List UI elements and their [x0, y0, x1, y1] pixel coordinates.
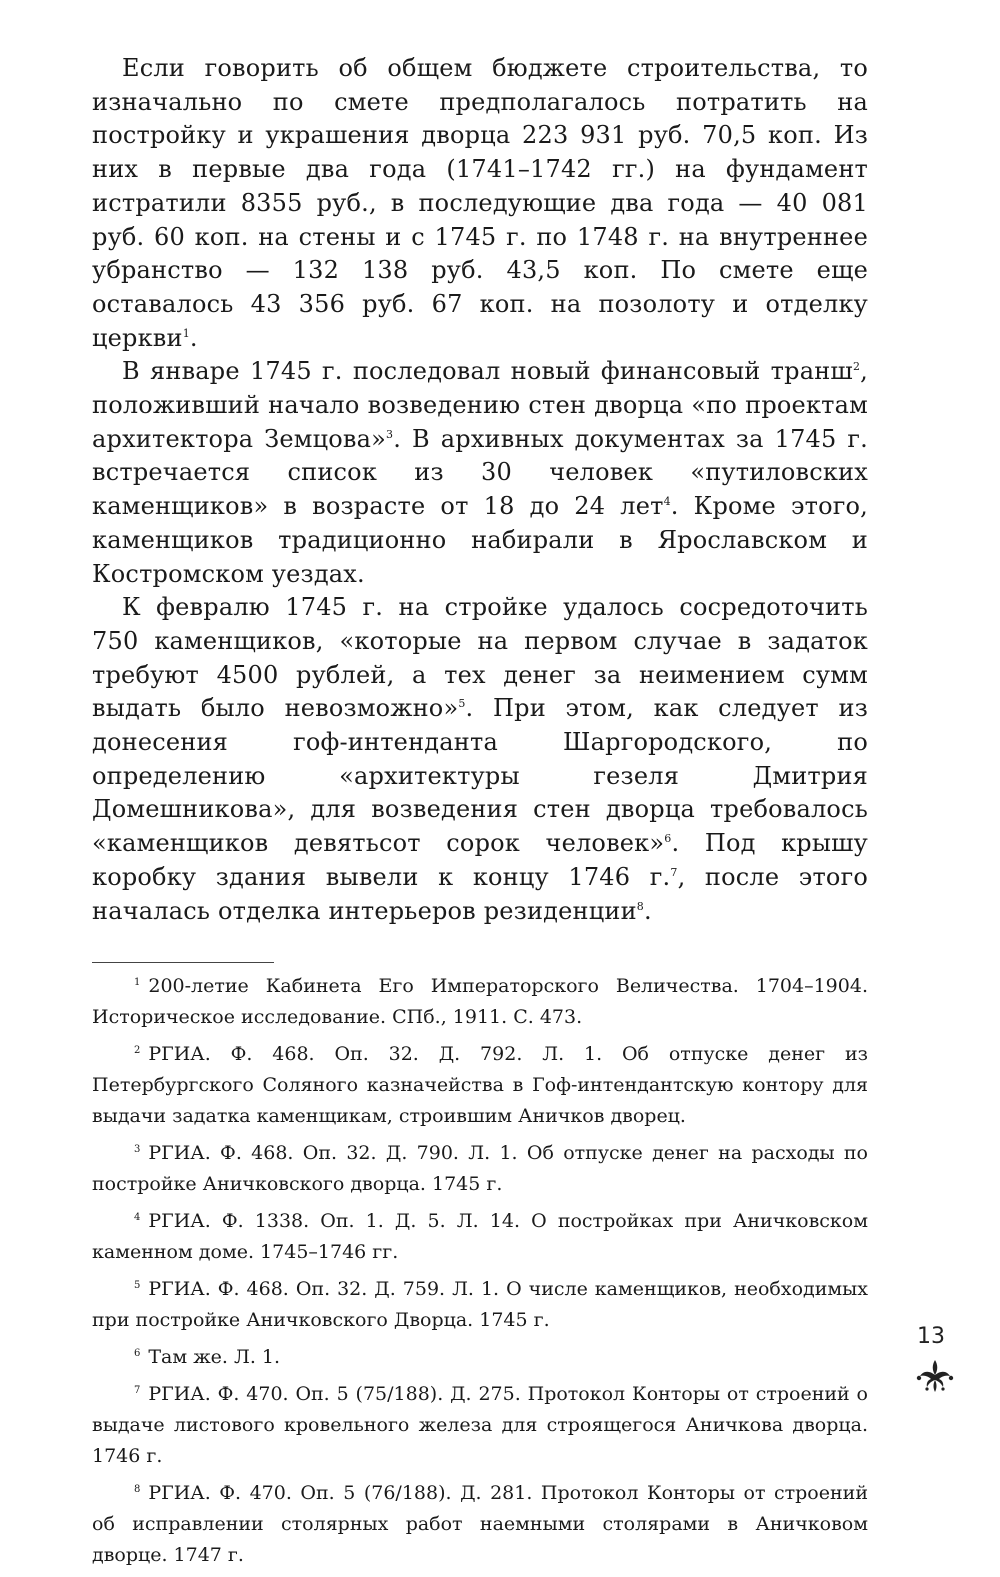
footnote-number: 7 — [134, 1384, 141, 1396]
footnote-text: РГИА. Ф. 470. Оп. 5 (76/188). Д. 281. Протокол Конторы от строений об исправлении столярных работ наемными столярами в Аничковом дворце. 1747 г. — [92, 1482, 868, 1567]
paragraph-text: . — [643, 896, 652, 925]
footnote-3 — [92, 1138, 868, 1200]
footnote-ref[interactable]: 8 — [636, 899, 644, 913]
footnote-text: РГИА. Ф. 468. Оп. 32. Д. 790. Л. 1. Об отпуске денег на расходы по постройке Аничковского дворца. 1745 г. — [92, 1142, 868, 1196]
page-content — [92, 52, 868, 1577]
page-number: 13 — [917, 1324, 945, 1349]
paragraph-2 — [92, 355, 868, 591]
footnote-number: 1 — [134, 976, 141, 988]
footnote-text: РГИА. Ф. 470. Оп. 5 (75/188). Д. 275. Протокол Конторы от строений о выдаче листового кровельного железа для строящегося Аничкова дворца. 1746 г. — [92, 1383, 868, 1468]
paragraph-text: К февралю 1745 г. на стройке удалось сосредоточить 750 каменщиков, «которые на первом случае в задаток требуют 4500 рублей, а тех денег за неимением сумм выдать было невозможно» — [92, 593, 868, 723]
footnote-text: РГИА. Ф. 1338. Оп. 1. Д. 5. Л. 14. О постройках при Аничковском каменном доме. 1745–1746 гг. — [92, 1210, 868, 1264]
footnote-number: 6 — [134, 1347, 141, 1359]
footnote-text: РГИА. Ф. 468. Оп. 32. Д. 792. Л. 1. Об отпуске денег из Петербургского Соляного казначейства в Гоф-интендантскую контору для выдачи задатка каменщикам, строившим Аничков дворец. — [92, 1043, 868, 1128]
footnote-8 — [92, 1478, 868, 1571]
paragraph-text: , положивший начало возведению стен дворца «по проектам архитектора Земцова» — [92, 357, 868, 453]
footnote-text: Там же. Л. 1. — [148, 1346, 281, 1369]
footnotes — [92, 971, 868, 1571]
footnote-number: 8 — [134, 1483, 141, 1495]
footnote-separator — [92, 962, 274, 963]
footnote-text: РГИА. Ф. 468. Оп. 32. Д. 759. Л. 1. О числе каменщиков, необходимых при постройке Аничковского Дворца. 1745 г. — [92, 1278, 868, 1332]
footnote-ref[interactable]: 4 — [663, 495, 671, 509]
paragraph-text: Если говорить об общем бюджете строительства, то изначально по смете предполагалось потратить на постройку и украшения дворца 223 931 руб. 70,5 коп. Из них в первые два года (1741–1742 гг.) на фундамент истратили 8355 руб., в последующие два года — 40 081 руб. 60 коп. на стены и с 1745 г. по 1748 г. на внутреннее убранство — 132 138 руб. 43,5 коп. По смете еще оставалось 43 356 руб. 67 коп. на позолоту и отделку церкви — [92, 54, 868, 352]
footnote-number: 4 — [134, 1211, 141, 1223]
footnote-text: 200-летие Кабинета Его Императорского Величества. 1704–1904. Историческое исследование. СПб., 1911. С. 473. — [92, 975, 868, 1029]
footnote-ref[interactable]: 1 — [182, 326, 190, 340]
paragraph-text: В январе 1745 г. последовал новый финансовый транш — [122, 357, 853, 386]
footnote-number: 3 — [134, 1143, 141, 1155]
footnote-ref[interactable]: 6 — [664, 832, 672, 846]
paragraph-text: . При этом, как следует из донесения гоф-интенданта Шаргородского, по определению «архитектуры гезеля Дмитрия Домешникова», для возведения стен дворца требовалось «каменщиков девятьсот сорок человек» — [92, 694, 868, 858]
paragraph-text: . — [189, 323, 198, 352]
footnote-ref[interactable]: 3 — [386, 427, 394, 441]
footnote-ref[interactable]: 7 — [670, 865, 678, 879]
footnote-1 — [92, 971, 868, 1033]
footnote-number: 5 — [134, 1279, 141, 1291]
footnote-4 — [92, 1206, 868, 1268]
footnote-ref[interactable]: 2 — [852, 360, 861, 374]
footnote-ref[interactable]: 5 — [458, 697, 466, 711]
footnote-2 — [92, 1039, 868, 1132]
main-text — [92, 52, 868, 928]
fleuron-icon — [915, 1356, 955, 1396]
paragraph-text: . Под крышу коробку здания вывели к концу 1746 г. — [92, 829, 868, 891]
paragraph-text: . Кроме этого, каменщиков традиционно набирали в Ярославском и Костромском уездах. — [92, 492, 869, 588]
footnote-5 — [92, 1274, 868, 1336]
footnote-number: 2 — [134, 1044, 141, 1056]
footnote-7 — [92, 1379, 868, 1472]
footnote-6 — [92, 1342, 868, 1373]
paragraph-text: . В архивных документах за 1745 г. встречается список из 30 человек «путиловских каменщиков» в возрасте от 18 до 24 лет — [92, 424, 869, 521]
paragraph-3 — [92, 591, 868, 928]
paragraph-text: , после этого началась отделка интерьеров резиденции — [92, 862, 868, 925]
paragraph-1 — [92, 52, 868, 355]
